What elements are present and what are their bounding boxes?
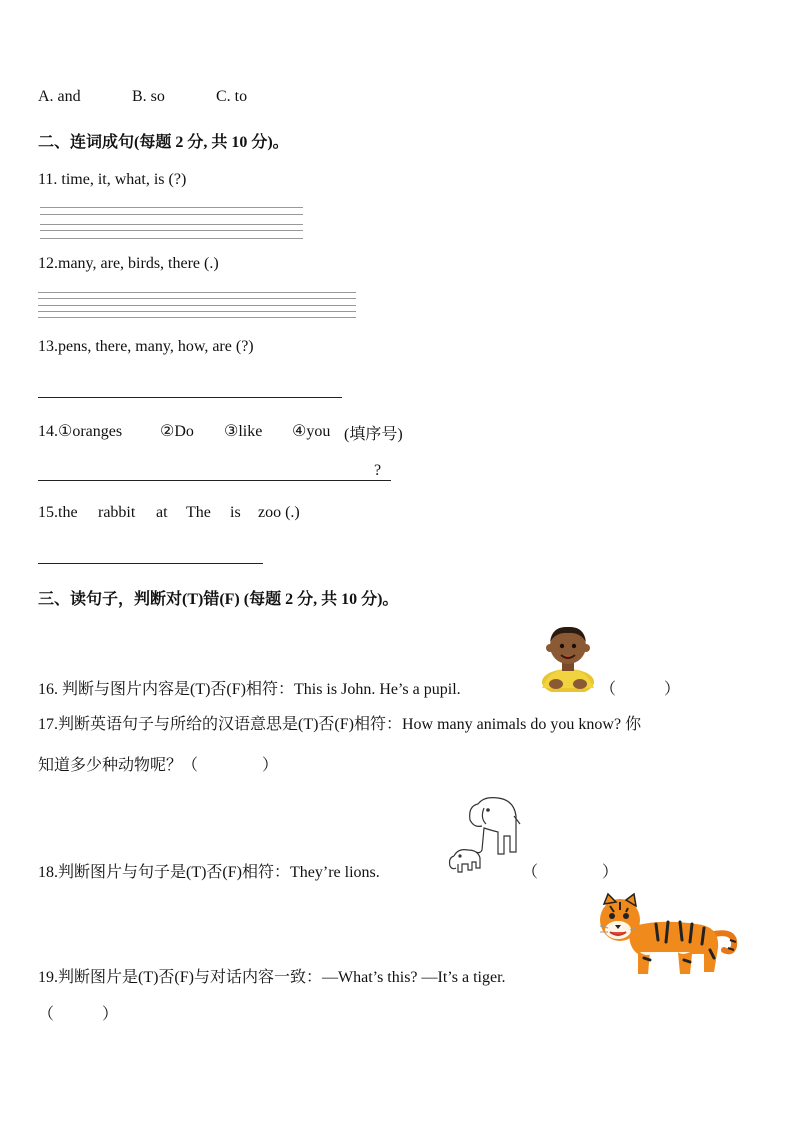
option-b: B. so bbox=[132, 88, 165, 105]
q14-text bbox=[38, 421, 403, 443]
q14-note: (填序号) bbox=[344, 426, 403, 443]
q15-word-5: is bbox=[230, 504, 241, 521]
q15-word-2: rabbit bbox=[98, 504, 136, 521]
options-row bbox=[38, 88, 248, 106]
q15-word-4: The bbox=[186, 504, 211, 521]
boy-pupil-image bbox=[536, 618, 600, 692]
q13-answer-line[interactable] bbox=[38, 397, 342, 398]
section-3-title: 三、读句子，判断对(T)错(F) (每题 2 分, 共 10 分)。 bbox=[38, 591, 399, 608]
q14-word-4: ④you bbox=[292, 423, 331, 440]
q15-text bbox=[38, 504, 300, 522]
q14-answer-line[interactable] bbox=[38, 480, 391, 481]
tiger-image bbox=[596, 890, 742, 980]
q14-word-3: ③like bbox=[224, 423, 263, 440]
q19-text: 19.判断图片是(T)否(F)与对话内容一致：—What’s this? —It’s a tiger. bbox=[38, 969, 506, 986]
q14-word-1: ①oranges bbox=[58, 423, 123, 440]
q19-answer-paren[interactable]: （ ） bbox=[38, 1006, 119, 1023]
q13-text: 13.pens, there, many, how, are (?) bbox=[38, 338, 254, 355]
section-2-title: 二、连词成句(每题 2 分, 共 10 分)。 bbox=[38, 134, 289, 151]
q14-num: 14. bbox=[38, 423, 58, 440]
q15-word-6: zoo (.) bbox=[258, 504, 300, 521]
q18-text: 18.判断图片与句子是(T)否(F)相符：They’re lions. bbox=[38, 864, 380, 881]
q17-line-2: 知道多少种动物呢？（ ） bbox=[38, 757, 279, 774]
q11-text: 11. time, it, what, is (?) bbox=[38, 171, 187, 188]
option-a: A. and bbox=[38, 88, 81, 105]
q18-answer-paren[interactable]: （ ） bbox=[522, 864, 619, 881]
q17-line-1: 17.判断英语句子与所给的汉语意思是(T)否(F)相符：How many animals do you know? 你 bbox=[38, 716, 642, 733]
elephants-image bbox=[444, 794, 522, 876]
option-c: C. to bbox=[216, 88, 248, 105]
q15-word-1: the bbox=[58, 504, 78, 521]
q16-text: 16. 判断与图片内容是(T)否(F)相符：This is John. He’s a pupil. bbox=[38, 681, 461, 698]
q12-text: 12.many, are, birds, there (.) bbox=[38, 255, 219, 272]
q14-question-mark: ? bbox=[374, 462, 382, 479]
q15-num: 15. bbox=[38, 504, 58, 521]
q15-word-3: at bbox=[156, 504, 168, 521]
q15-answer-line[interactable] bbox=[38, 563, 263, 564]
q14-word-2: ②Do bbox=[160, 423, 194, 440]
q16-answer-paren[interactable]: （ ） bbox=[600, 681, 681, 698]
